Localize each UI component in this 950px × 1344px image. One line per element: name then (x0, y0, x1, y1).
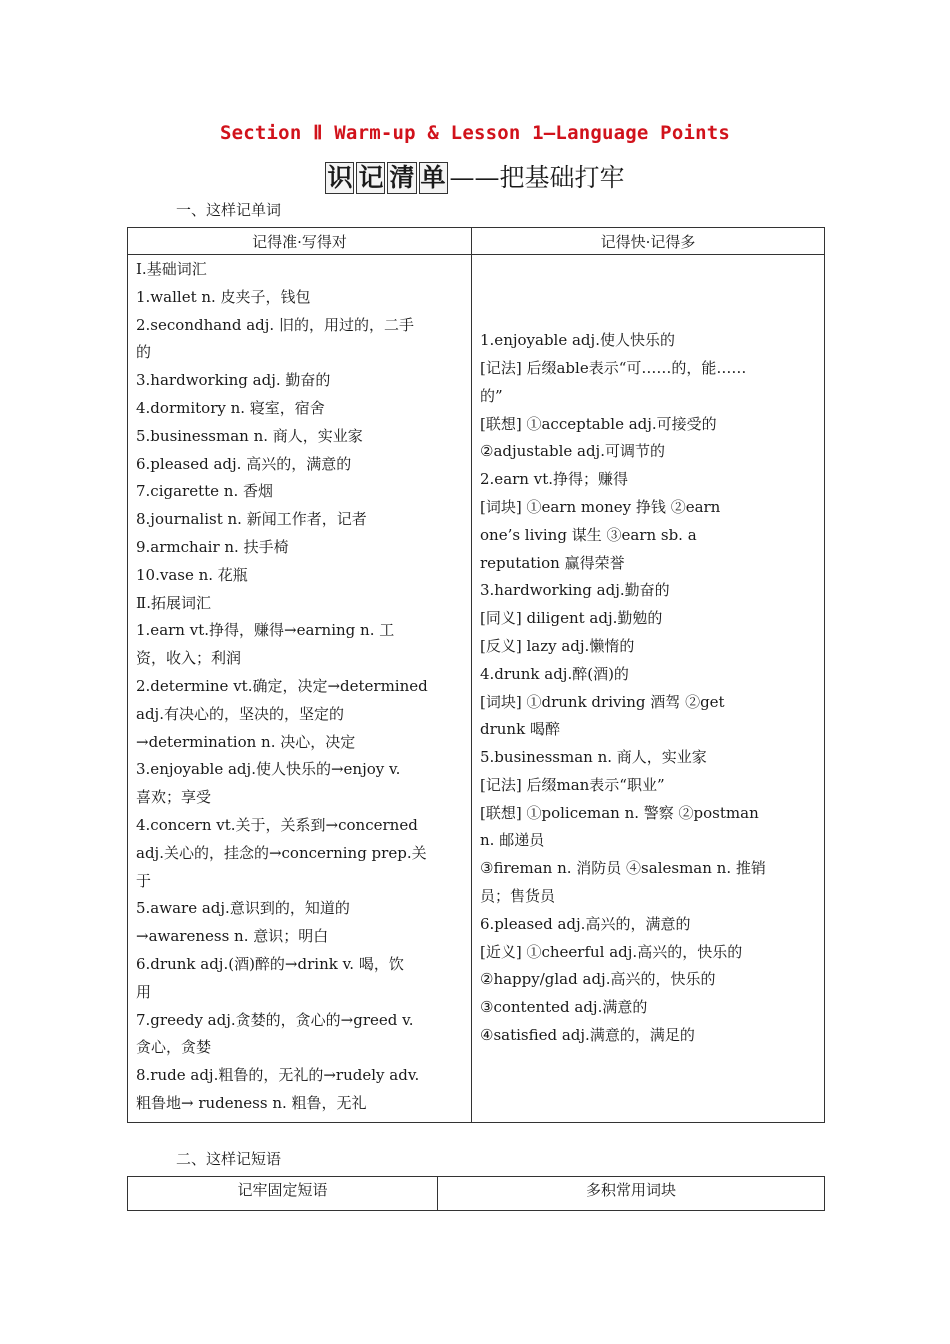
text-line: 1.earn vt.挣得，赚得→earning n. 工 (136, 621, 395, 640)
text-line: 员；售货员 (480, 887, 556, 906)
text-line: [反义] lazy adj.懒惰的 (480, 636, 635, 655)
text-line: 3.enjoyable adj.使人快乐的→enjoy v. (136, 760, 401, 779)
text-line: 6.pleased adj. 高兴的，满意的 (136, 454, 352, 473)
text-line: 于 (136, 871, 152, 890)
banner-subtitle: ——把基础打牢 (449, 163, 625, 192)
text-line: 用 (136, 982, 152, 1001)
text-line: 6.pleased adj.高兴的，满意的 (480, 914, 691, 933)
section-banner (0, 158, 950, 194)
banner-char: 单 (420, 163, 446, 192)
phrase-table (127, 1176, 825, 1211)
banner-char: 识 (327, 163, 353, 192)
banner-char: 清 (389, 163, 415, 192)
text-line: [记法] 后缀able表示“可……的，能…… (480, 358, 747, 377)
banner-char: 记 (358, 163, 384, 192)
text-line: adj.有决心的，坚决的，坚定的 (136, 704, 344, 723)
page-title: Section Ⅱ Warm-up & Lesson 1—Language Points (219, 122, 731, 144)
text-line: 的 (136, 343, 152, 362)
left-lines (136, 256, 463, 1118)
text-line: 8.rude adj.粗鲁的，无礼的→rudely adv. (136, 1066, 420, 1085)
text-line: 4.concern vt.关于，关系到→concerned (136, 815, 418, 834)
text-line: n. 邮递员 (480, 831, 545, 850)
text-line: 8.journalist n. 新闻工作者，记者 (136, 510, 367, 529)
text-line: 喜欢；享受 (136, 788, 212, 807)
text-line: [联想] ①policeman n. 警察 ②postman (480, 803, 759, 822)
column-header-left: 记牢固定短语 (128, 1177, 438, 1211)
text-line: ③fireman n. 消防员 ④salesman n. 推销 (480, 859, 766, 878)
text-line: one’s living 谋生 ③earn sb. a (480, 525, 697, 544)
vocabulary-table (127, 227, 825, 1123)
text-line: 的” (480, 386, 503, 405)
text-line: reputation 赢得荣誉 (480, 553, 625, 572)
right-lines (480, 327, 816, 1050)
text-line: ③contented adj.满意的 (480, 998, 648, 1017)
text-line: 9.armchair n. 扶手椅 (136, 537, 289, 556)
section-heading-phrases: 二、这样记短语 (176, 1150, 282, 1168)
text-line: →awareness n. 意识；明白 (136, 927, 329, 946)
text-line: 5.businessman n. 商人，实业家 (480, 748, 707, 767)
text-line: Ⅰ.基础词汇 (136, 260, 207, 278)
column-header-right: 记得快·记得多 (472, 228, 825, 255)
text-line: 3.hardworking adj.勤奋的 (480, 581, 670, 600)
column-header-right: 多积常用词块 (438, 1177, 825, 1211)
text-line: 5.businessman n. 商人，实业家 (136, 426, 363, 445)
left-cell (128, 255, 472, 1123)
text-line: Ⅱ.拓展词汇 (136, 593, 211, 612)
column-header-left: 记得准·写得对 (128, 228, 472, 255)
text-line: adj.关心的，挂念的→concerning prep.关 (136, 843, 427, 862)
text-line: ④satisfied adj.满意的，满足的 (480, 1026, 695, 1045)
text-line: 1.enjoyable adj.使人快乐的 (480, 331, 675, 350)
right-cell (472, 255, 825, 1123)
text-line: 10.vase n. 花瓶 (136, 565, 248, 584)
text-line: ②happy/glad adj.高兴的，快乐的 (480, 970, 716, 989)
text-line: ②adjustable adj.可调节的 (480, 442, 665, 461)
text-line: 2.secondhand adj. 旧的，用过的，二手 (136, 315, 414, 334)
text-line: drunk 喝醉 (480, 720, 560, 739)
text-line: [联想] ①acceptable adj.可接受的 (480, 414, 717, 433)
text-line: 6.drunk adj.(酒)醉的→drink v. 喝，饮 (136, 954, 404, 973)
text-line: 资，收入；利润 (136, 649, 242, 668)
text-line: 2.determine vt.确定，决定→determined (136, 676, 428, 695)
text-line: 2.earn vt.挣得；赚得 (480, 470, 629, 489)
text-line: 3.hardworking adj. 勤奋的 (136, 371, 331, 390)
text-line: →determination n. 决心，决定 (136, 732, 356, 751)
text-line: 7.cigarette n. 香烟 (136, 482, 273, 501)
text-line: 1.wallet n. 皮夹子，钱包 (136, 287, 311, 306)
text-line: 7.greedy adj.贪婪的，贪心的→greed v. (136, 1010, 414, 1029)
text-line: [词块] ①drunk driving 酒驾 ②get (480, 692, 725, 711)
text-line: 4.dormitory n. 寝室，宿舍 (136, 398, 325, 417)
text-line: [词块] ①earn money 挣钱 ②earn (480, 497, 721, 516)
text-line: [近义] ①cheerful adj.高兴的，快乐的 (480, 942, 743, 961)
text-line: 粗鲁地→ rudeness n. 粗鲁，无礼 (136, 1093, 367, 1112)
text-line: 4.drunk adj.醉(酒)的 (480, 664, 629, 683)
text-line: [记法] 后缀man表示“职业” (480, 775, 665, 794)
text-line: 5.aware adj.意识到的，知道的 (136, 899, 350, 918)
text-line: 贪心，贪婪 (136, 1038, 212, 1057)
text-line: [同义] diligent adj.勤勉的 (480, 609, 663, 628)
section-heading-words: 一、这样记单词 (176, 201, 282, 219)
